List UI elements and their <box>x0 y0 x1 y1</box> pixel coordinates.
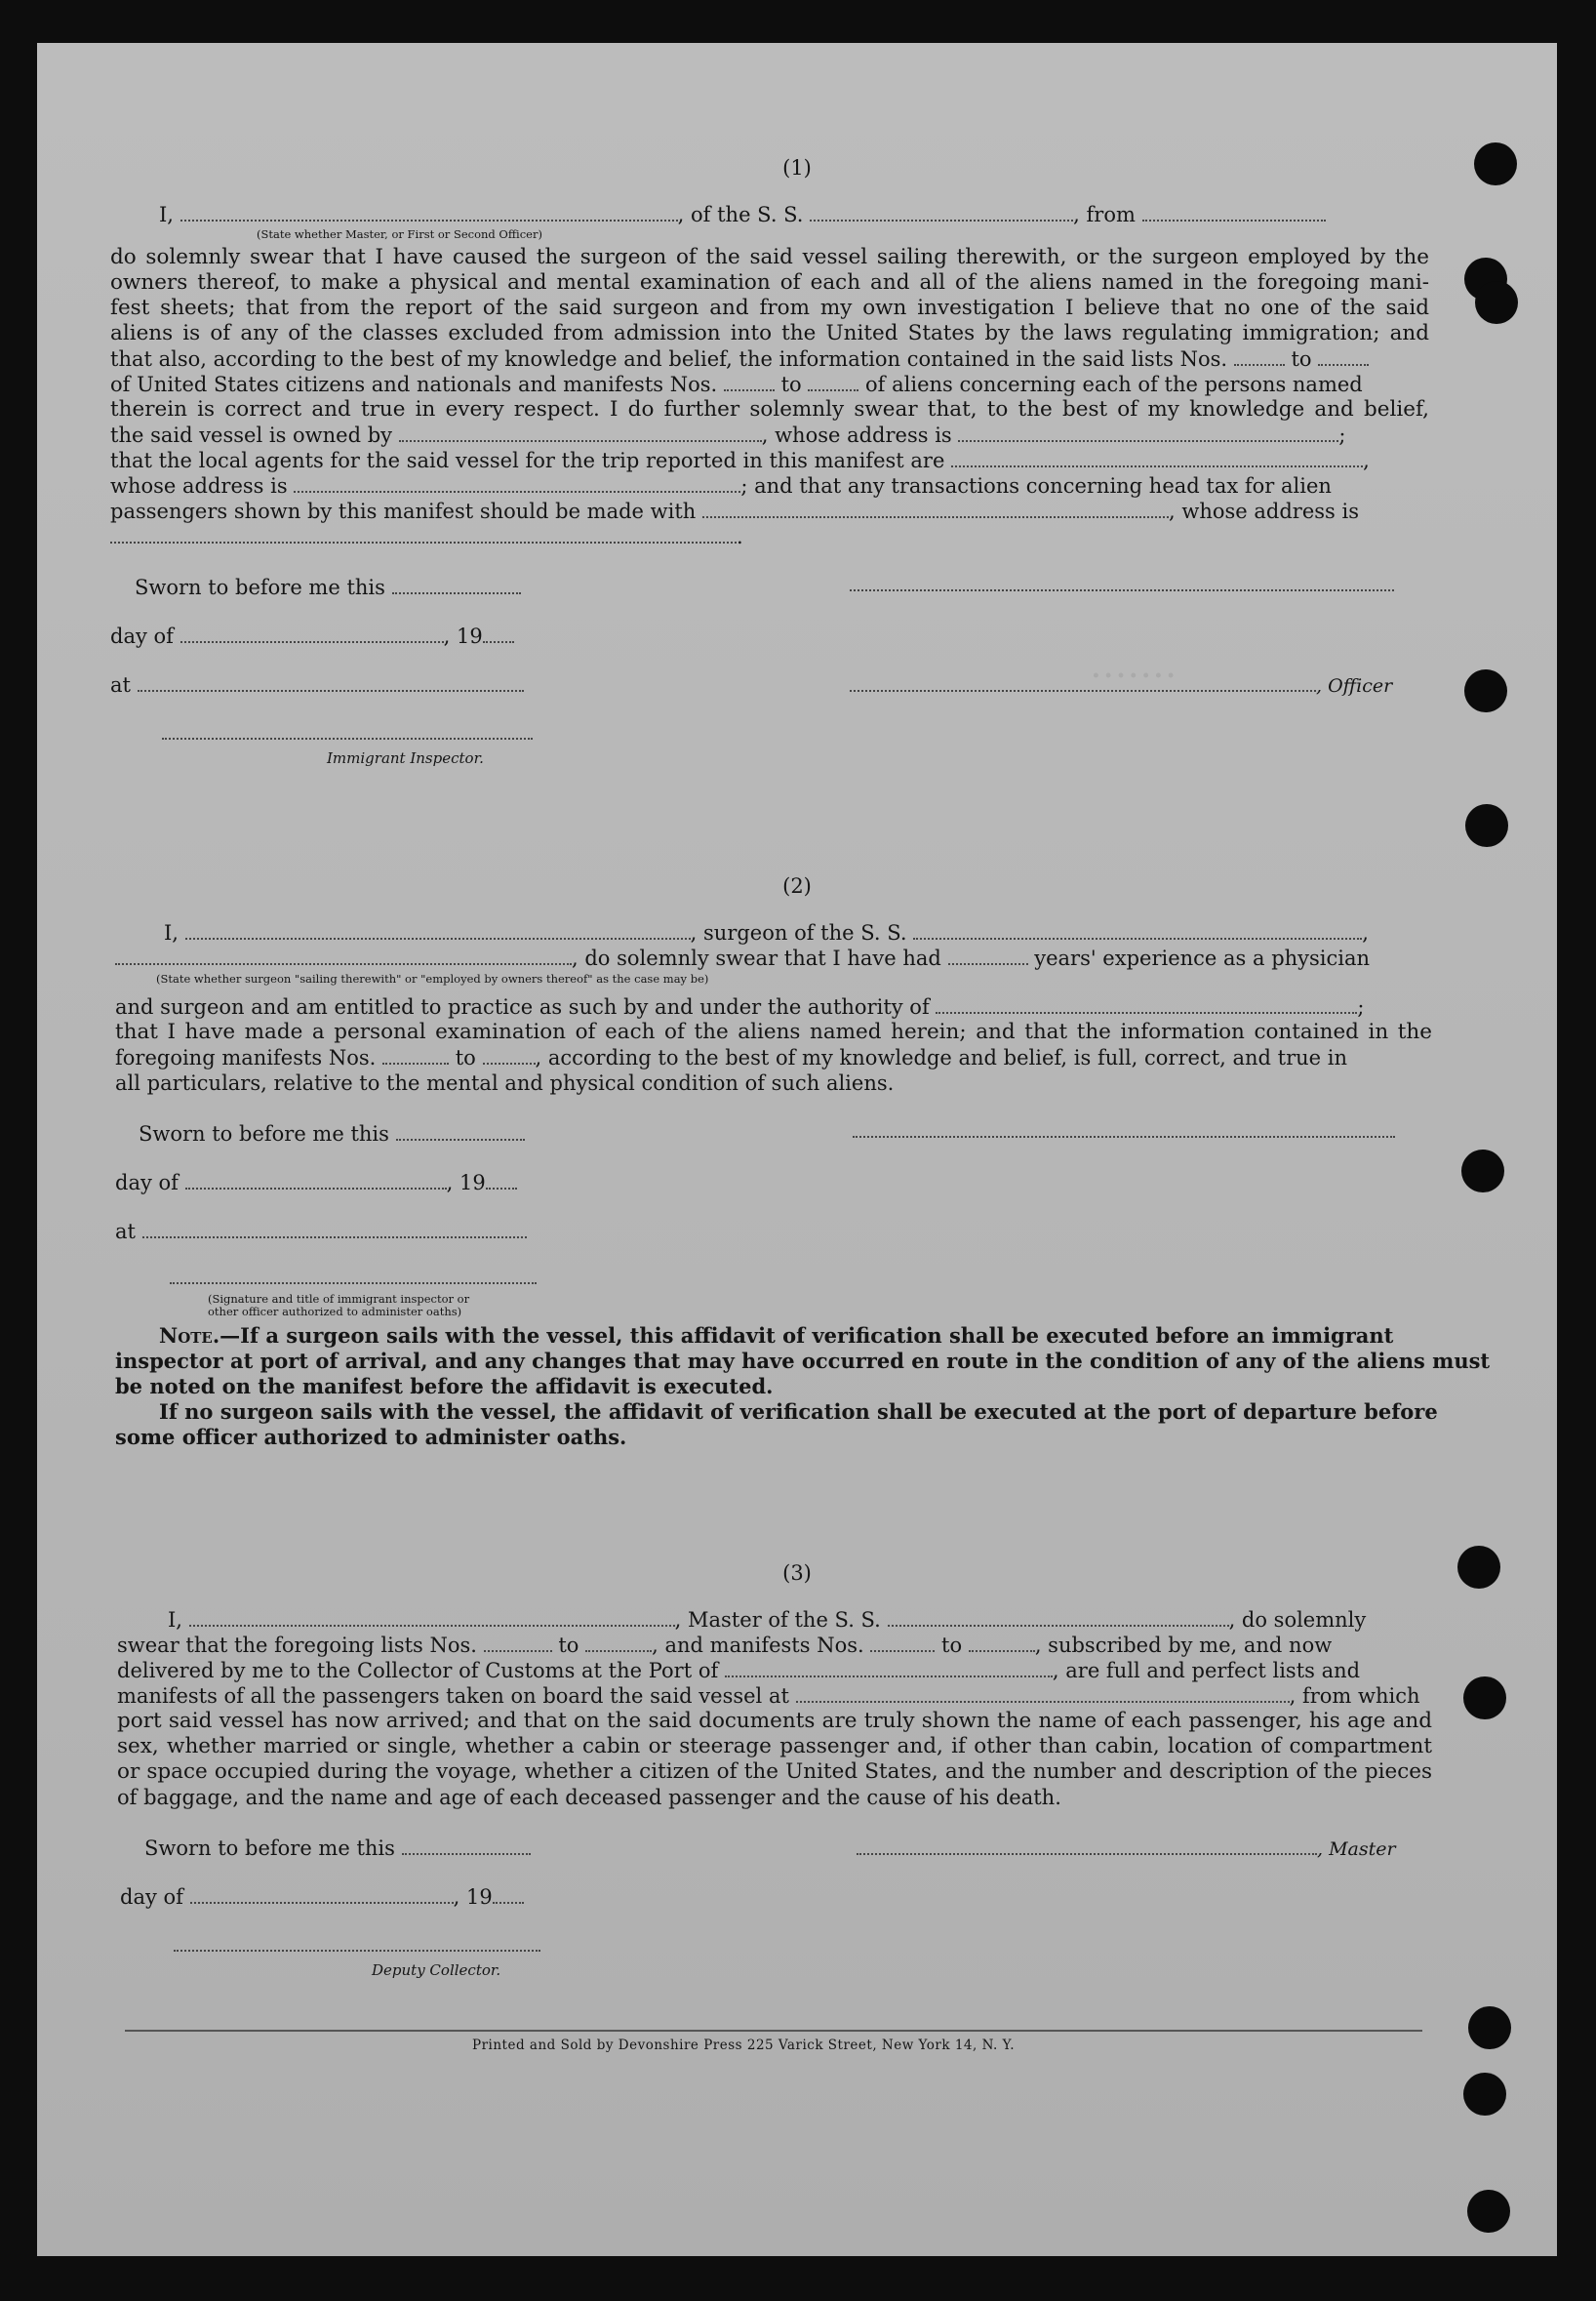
punch-hole <box>1467 2190 1510 2233</box>
punch-hole <box>1463 2073 1506 2116</box>
surgeon-status-field[interactable] <box>115 948 572 965</box>
inspector-signature-line[interactable] <box>162 738 533 740</box>
lists-to-field[interactable] <box>1318 348 1369 366</box>
from-which-label: , from which <box>1289 1684 1420 1708</box>
month-field[interactable] <box>190 1886 454 1904</box>
at-place-field[interactable] <box>142 1221 527 1238</box>
punch-hole <box>1475 281 1518 324</box>
owned-by-label: the said vessel is owned by <box>110 424 393 447</box>
authority-label: and surgeon and am entitled to practice as such by and under the authority of <box>115 995 930 1019</box>
officer-field[interactable] <box>850 674 1316 692</box>
para-line-last <box>110 525 743 548</box>
section3-line3 <box>117 1659 1360 1682</box>
month-field[interactable] <box>185 1172 447 1190</box>
section3-line2 <box>117 1634 1332 1657</box>
label-to: to <box>780 373 802 396</box>
inspector-signature-line[interactable] <box>170 1282 537 1284</box>
master-of-ss-label: , Master of the S. S. <box>674 1608 881 1632</box>
year-label: , 19 <box>453 1885 493 1909</box>
aliens-label: of aliens concerning each of the persons named <box>865 373 1363 396</box>
para-line: port said vessel has now arrived; and that on the said documents are truly shown the name of each passenger, his age and <box>117 1709 1432 1733</box>
punct: ; <box>1338 424 1346 447</box>
punct: ; <box>1357 995 1365 1019</box>
experience-label: years' experience as a physician <box>1034 947 1371 970</box>
label-to: to <box>455 1046 476 1070</box>
punct: . <box>737 525 743 548</box>
day-of-line <box>115 1171 517 1194</box>
bleed-through-text: ••••••• <box>1091 667 1178 687</box>
vessel-name-field[interactable] <box>913 922 1362 940</box>
head-tax-party-field[interactable] <box>702 501 1169 518</box>
day-of-line <box>120 1885 524 1909</box>
label-of-ss: , of the S. S. <box>677 203 804 226</box>
label-i: I, <box>164 921 179 945</box>
para-line: or space occupied during the voyage, whether a citizen of the United States, and the number and description of the pieces <box>117 1759 1432 1784</box>
para-line: therein is correct and true in every respect. I do further solemnly swear that, to the best of my knowledge and belief, <box>110 397 1429 422</box>
label-i: I, <box>168 1608 182 1632</box>
year-label: , 19 <box>446 1171 486 1194</box>
authority-field[interactable] <box>936 996 1357 1014</box>
lists-to-field[interactable] <box>585 1635 652 1652</box>
lists-nos-label: swear that the foregoing lists Nos. <box>117 1634 477 1657</box>
para-line-lists-nos <box>110 347 1369 371</box>
punch-hole <box>1464 669 1507 712</box>
punch-hole <box>1463 1676 1506 1719</box>
agents-address-field[interactable] <box>294 475 740 493</box>
sworn-line <box>135 576 521 599</box>
year-field[interactable] <box>486 1172 517 1190</box>
manifests-from-field[interactable] <box>724 374 775 391</box>
year-field[interactable] <box>493 1886 524 1904</box>
surgeon-signature-line[interactable] <box>853 1136 1395 1138</box>
manifests-to-field[interactable] <box>483 1047 536 1065</box>
label-from: , from <box>1073 203 1136 226</box>
lists-from-field[interactable] <box>1234 348 1285 366</box>
signature-note-1: (Signature and title of immigrant inspector or <box>208 1292 470 1306</box>
sworn-label: Sworn to before me this <box>139 1122 389 1146</box>
manifest-reverse-page <box>37 43 1557 2256</box>
para-line: of baggage, and the name and age of each deceased passenger and the cause of his death. <box>117 1786 1061 1809</box>
deputy-caption: Deputy Collector. <box>372 1961 501 1979</box>
surgeon-of-ss-label: , surgeon of the S. S. <box>690 921 907 945</box>
section1-line1 <box>159 203 1326 226</box>
sworn-label: Sworn to before me this <box>144 1837 395 1860</box>
para-line-owner <box>110 424 1345 447</box>
vessel-name-field[interactable] <box>810 204 1073 222</box>
para-line-head-tax <box>110 500 1359 523</box>
at-line <box>115 1220 527 1243</box>
punch-hole <box>1468 2006 1511 2049</box>
manifests-nos-label: foregoing manifests Nos. <box>115 1046 377 1070</box>
officer-name-field[interactable] <box>180 204 678 222</box>
collector-label: delivered by me to the Collector of Customs at the Port of <box>117 1659 719 1682</box>
label-to: to <box>558 1634 579 1657</box>
manifests-to-field[interactable] <box>808 374 858 391</box>
sworn-line <box>144 1837 531 1860</box>
section-number: (2) <box>782 874 812 898</box>
note-line-2: inspector at port of arrival, and any changes that may have occurred en route in the condition of any of the aliens must <box>115 1349 1491 1373</box>
from-port-field[interactable] <box>1142 204 1326 222</box>
para-line-manifests-nos <box>110 373 1363 396</box>
sworn-line <box>139 1122 525 1146</box>
section3-line4 <box>117 1684 1420 1708</box>
note-line-1 <box>159 1323 1393 1349</box>
punct: , <box>1363 449 1370 472</box>
para-line-authority <box>115 995 1365 1019</box>
agents-label: that the local agents for the said vessel for the trip reported in this manifest are <box>110 449 945 472</box>
day-of-line <box>110 625 514 648</box>
made-with-label: passengers shown by this manifest should be made with <box>110 500 697 523</box>
lists-nos-label: that also, according to the best of my knowledge and belief, the information contained in the said lists Nos. <box>110 347 1228 371</box>
para-line-agents-address <box>110 474 1332 498</box>
sworn-day-field[interactable] <box>396 1123 525 1141</box>
label-i: I, <box>159 203 174 226</box>
at-label: at <box>115 1220 136 1243</box>
master-name-field[interactable] <box>189 1609 675 1627</box>
para-line: sex, whether married or single, whether a cabin or steerage passenger and, if other than cabin, location of compartment <box>117 1734 1432 1758</box>
year-field[interactable] <box>483 626 514 643</box>
belief-label: , according to the best of my knowledge and belief, is full, correct, and true in <box>535 1046 1347 1070</box>
deputy-signature-line[interactable] <box>174 1950 540 1952</box>
officer-type-note: (State whether Master, or First or Second Officer) <box>257 227 542 241</box>
day-of-label: day of <box>110 625 174 648</box>
master-signature-field[interactable] <box>857 1837 1317 1855</box>
sworn-day-field[interactable] <box>402 1837 531 1855</box>
master-line <box>857 1837 1396 1861</box>
sworn-label: Sworn to before me this <box>135 576 385 599</box>
footer-rule <box>125 2030 1422 2032</box>
label-to: to <box>941 1634 963 1657</box>
do-solemnly-label: , do solemnly <box>1228 1608 1367 1632</box>
agents-field[interactable] <box>951 450 1363 467</box>
officer-line <box>850 673 1392 698</box>
address-label: whose address is <box>110 474 288 498</box>
section-number: (3) <box>782 1561 812 1585</box>
officer-label: , Officer <box>1316 675 1393 697</box>
at-label: at <box>110 673 131 697</box>
owner-address-field[interactable] <box>958 424 1338 442</box>
manifests-from-field[interactable] <box>870 1635 935 1652</box>
manifests-nos-label: of United States citizens and nationals and manifests Nos. <box>110 373 718 396</box>
day-of-label: day of <box>120 1885 183 1909</box>
address-label: , whose address is <box>1169 500 1359 523</box>
para-line: do solemnly swear that I have caused the surgeon of the said vessel sailing therewith, or the surgeon employed by the <box>110 245 1429 269</box>
punct: , <box>1362 921 1369 945</box>
para-line: that I have made a personal examination of each of the aliens named herein; and that the information contained in the <box>115 1020 1432 1044</box>
manifests-to-field[interactable] <box>969 1635 1035 1652</box>
para-line: owners thereof, to make a physical and mental examination of each and all of the aliens named in the foregoing mani- <box>110 270 1429 295</box>
signature-note-2: other officer authorized to administer oaths) <box>208 1305 462 1318</box>
section2-line1 <box>164 921 1369 945</box>
at-line <box>110 673 524 697</box>
head-tax-label: ; and that any transactions concerning head tax for alien <box>740 474 1332 498</box>
year-label: , 19 <box>443 625 483 648</box>
years-field[interactable] <box>948 948 1028 965</box>
head-tax-address-field[interactable] <box>110 526 737 544</box>
section2-line2 <box>115 947 1370 970</box>
label-to: to <box>1291 347 1312 371</box>
para-line-manifests <box>115 1046 1347 1070</box>
perfect-lists-label: , are full and perfect lists and <box>1052 1659 1361 1682</box>
owner-field[interactable] <box>399 424 762 442</box>
taken-on-board-label: manifests of all the passengers taken on board the said vessel at <box>117 1684 789 1708</box>
para-line-agents <box>110 449 1370 472</box>
vessel-name-field[interactable] <box>888 1609 1229 1627</box>
printer-imprint: Printed and Sold by Devonshire Press 225 Varick Street, New York 14, N. Y. <box>472 2038 1016 2053</box>
subscribed-label: , subscribed by me, and now <box>1034 1634 1333 1657</box>
note-text: —If a surgeon sails with the vessel, this affidavit of verification shall be executed before an immigrant <box>219 1323 1394 1348</box>
month-field[interactable] <box>180 626 444 643</box>
port-field[interactable] <box>725 1660 1053 1677</box>
surgeon-name-field[interactable] <box>185 922 691 940</box>
master-label: , Master <box>1317 1838 1396 1860</box>
note-label: Note. <box>159 1323 220 1348</box>
punch-hole <box>1465 804 1508 847</box>
manifests-nos-label: , and manifests Nos. <box>652 1634 864 1657</box>
swear-label: , do solemnly swear that I have had <box>572 947 941 970</box>
para-line: aliens is of any of the classes excluded from admission into the United States by the laws regulating immigration; and <box>110 321 1429 345</box>
para-line: all particulars, relative to the mental and physical condition of such aliens. <box>115 1071 895 1095</box>
note-line-5: some officer authorized to administer oaths. <box>115 1425 627 1449</box>
inspector-caption: Immigrant Inspector. <box>327 749 484 767</box>
sworn-day-field[interactable] <box>392 577 521 594</box>
officer-signature-line[interactable] <box>850 589 1394 591</box>
section-number: (1) <box>782 156 812 180</box>
surgeon-status-note: (State whether surgeon "sailing therewith" or "employed by owners thereof" as the case may be) <box>156 972 709 986</box>
day-of-label: day of <box>115 1171 179 1194</box>
punch-hole <box>1461 1150 1504 1192</box>
lists-from-field[interactable] <box>484 1635 552 1652</box>
at-place-field[interactable] <box>138 674 524 692</box>
manifests-from-field[interactable] <box>382 1047 449 1065</box>
embark-port-field[interactable] <box>796 1685 1290 1703</box>
note-line-3: be noted on the manifest before the affidavit is executed. <box>115 1374 774 1398</box>
section3-line1 <box>168 1608 1366 1632</box>
para-line: fest sheets; that from the report of the said surgeon and from my own investigation I believe that no one of the said <box>110 296 1429 320</box>
address-label: , whose address is <box>761 424 952 447</box>
note-line-4: If no surgeon sails with the vessel, the affidavit of verification shall be executed at the port of departure before <box>159 1399 1438 1424</box>
